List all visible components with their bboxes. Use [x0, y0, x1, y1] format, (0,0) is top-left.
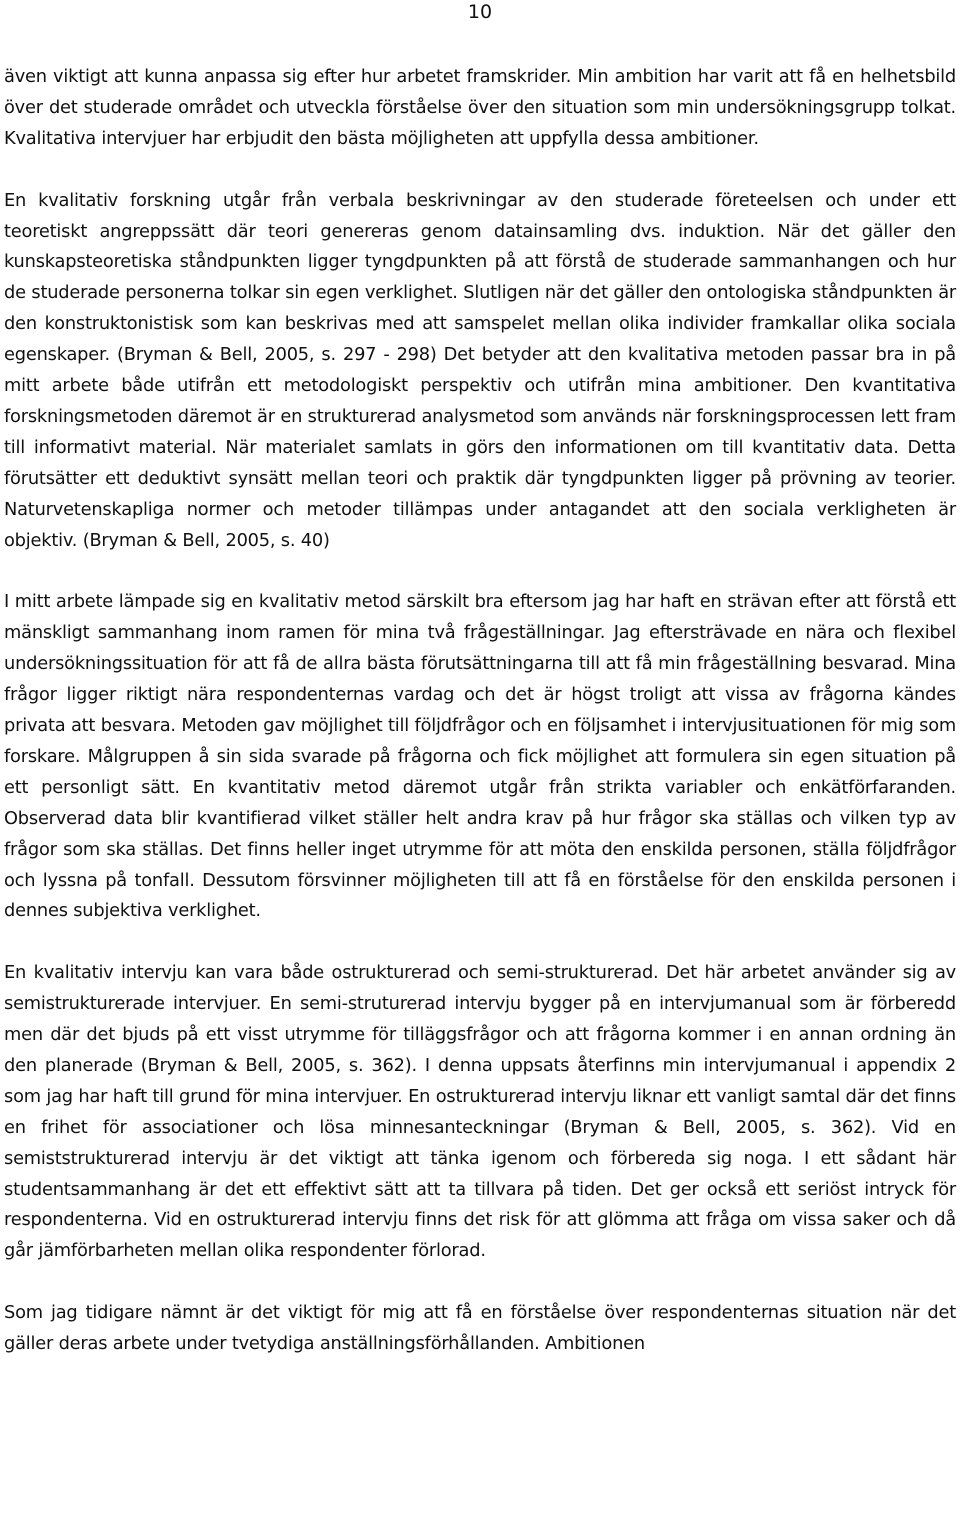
- paragraph: I mitt arbete lämpade sig en kvalitativ metod särskilt bra eftersom jag har haft en strävan efter att förstå ett mänskligt sammanhang inom ramen för mina två frågeställningar. Jag eftersträvade en nära och flexibel undersökningssituation för att få de allra bästa förutsättningarna till att få min frågeställning besvarad. Mina frågor ligger riktigt nära respondenternas vardag och det är högst troligt att vissa av frågorna kändes privata att besvara. Metoden gav möjlighet till följdfrågor och en följsamhet i intervjusituationen för mig som forskare. Målgruppen å sin sida svarade på frågorna och fick möjlighet att formulera sin egen situation på ett personligt sätt. En kvantitativ metod däremot utgår från strikta variabler och enkätförfaranden. Observerad data blir kvantifierad vilket ställer helt andra krav på hur frågor ska ställas och vilken typ av frågor som ska ställas. Det finns heller inget utrymme för att möta den enskilda personen, ställa följdfrågor och lyssna på tonfall. Dessutom försvinner möjligheten till att få en förståelse för den enskilda personen i dennes subjektiva verklighet.: [4, 591, 956, 922]
- page-number: 10: [467, 1, 493, 23]
- paragraph: Som jag tidigare nämnt är det viktigt för mig att få en förståelse över respondenternas situation när det gäller deras arbete under tvetydiga anställningsförhållanden. Ambitionen: [4, 1302, 956, 1355]
- paragraph: En kvalitativ intervju kan vara både ostrukturerad och semi-strukturerad. Det här arbetet använder sig av semistrukturerade intervjuer. En semi-struturerad intervju bygger på en intervjumanual som är förberedd men där det bjuds på ett visst utrymme för tilläggsfrågor och att frågorna kommer i en annan ordning än den planerade (Bryman & Bell, 2005, s. 362). I denna uppsats återfinns min intervjumanual i appendix 2 som jag har haft till grund för mina intervjuer. En ostrukturerad intervju liknar ett vanligt samtal där det finns en frihet för associationer och lösa minnesanteckningar (Bryman & Bell, 2005, s. 362). Vid en semiststrukturerad intervju är det viktigt att tänka igenom och förbereda sig noga. I ett sådant här studentsammanhang är det ett effektivt sätt att ta tillvara på tiden. Det ger också ett seriöst intryck för respondenterna. Vid en ostrukturerad intervju finns det risk för att glömma att fråga om vissa saker och då går jämförbarheten mellan olika respondenter förlorad.: [4, 962, 956, 1262]
- body-text: [4, 62, 956, 1360]
- paragraph: även viktigt att kunna anpassa sig efter hur arbetet framskrider. Min ambition har varit att få en helhetsbild över det studerade området och utveckla förståelse över den situation som min undersökningsgrupp tolkat. Kvalitativa intervjuer har erbjudit den bästa möjligheten att uppfylla dessa ambitioner.: [4, 66, 956, 149]
- paragraph: En kvalitativ forskning utgår från verbala beskrivningar av den studerade företeelsen och under ett teoretiskt angreppssätt där teori genereras genom datainsamling dvs. induktion. När det gäller den kunskapsteoretiska ståndpunkten ligger tyngdpunkten på att förstå de studerade sammanhangen och hur de studerade personerna tolkar sin egen verklighet. Slutligen när det gäller den ontologiska ståndpunkten är den konstruktonistisk som kan beskrivas med att samspelet mellan olika individer framkallar olika sociala egenskaper. (Bryman & Bell, 2005, s. 297 - 298) Det betyder att den kvalitativa metoden passar bra in på mitt arbete både utifrån ett metodologiskt perspektiv och utifrån mina ambitioner. Den kvantitativa forskningsmetoden däremot är en strukturerad analysmetod som används när forskningsprocessen lett fram till informativt material. När materialet samlats in görs den informationen om till kvantitativ data. Detta förutsätter ett deduktivt synsätt mellan teori och praktik där tyngdpunkten ligger på prövning av teorier. Naturvetenskapliga normer och metoder tillämpas under antagandet att den sociala verkligheten är objektiv. (Bryman & Bell, 2005, s. 40): [4, 189, 956, 551]
